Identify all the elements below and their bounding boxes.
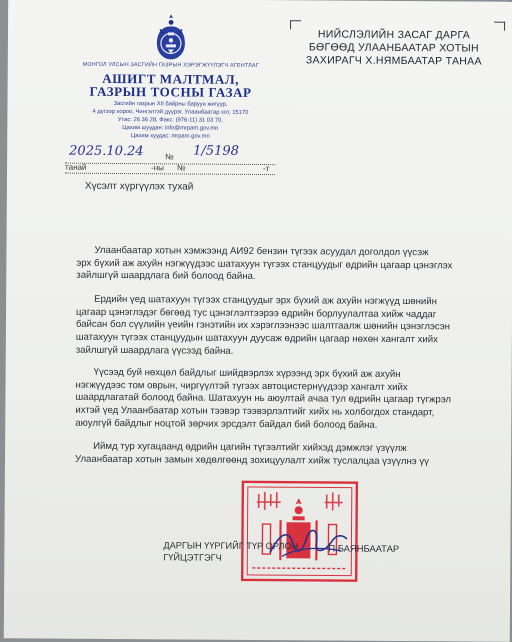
recipient-bracket-right	[494, 22, 505, 31]
paragraph-line: Иймд тур хугацаанд өдрийн цагийн түгээлтийг хийхэд дэмжлэг үзүүлж	[93, 440, 407, 455]
handwritten-number: 1/5198	[193, 143, 239, 159]
recipient-line: НИЙСЛЭЛИЙН ЗАСАГ ДАРГА	[317, 28, 471, 42]
paragraph-line: Улаанбаатар хотын замын хөдөлгөөнд зохицуулалт хийж туслалцаа үзүүлнэ үү	[74, 453, 430, 467]
body-paragraph-3	[75, 367, 451, 433]
signatory-title-line1: ДАРГЫН ҮҮРГИЙГ ТҮР ОРЛОН	[163, 540, 299, 552]
paragraph-line: Улаанбаатар хотын хэмжээнд АИ92 бензин түгээх асуудал доголдол үүсэж	[94, 244, 429, 259]
incoming-reference-line	[65, 162, 275, 177]
paragraph-line: нэгжүүдээс том оврын, чиргүүлтэй түгээх автоцистернүүдээр хангалт хийх	[75, 379, 408, 393]
body-paragraph-1	[76, 245, 452, 286]
organization-name	[68, 72, 274, 99]
organization-address	[67, 100, 273, 141]
paragraph-line: зайлшгүй шаардлага үүсээд байна.	[75, 344, 234, 357]
recipient-line: БӨГӨӨД УЛААНБААТАР ХОТЫН	[308, 41, 479, 55]
recipient-line: ЗАХИРАГЧ Х.НЯМБААТАР ТАНАА	[305, 54, 482, 68]
paragraph-line: цагаар цэнэглэдэг бөгөөд тус цэнэглэлтээрээ өдрийн борлуулалтаа хийж чаддаг	[76, 306, 437, 320]
paragraph-line: эрх бүхий аж ахуйн нэгжүүдээс шатахуун түгээх станцуудыг өдрийн цагаар цэнэглэх	[76, 257, 453, 272]
paragraph-line: Ердийн үед шатахуун түгээх станцуудыг эрх бүхий аж ахуйн нэгжүүд шөнийн	[94, 293, 437, 308]
organization-name-line2: ГАЗРЫН ТОСНЫ ГАЗАР	[89, 83, 252, 100]
handwritten-date: 2025.10.24	[69, 143, 144, 160]
paragraph-line: Үүсээд буй нөхцөл байдлыг шийдвэрлэх хүрээнд эрх бүхий аж ахуйн	[93, 366, 401, 380]
handwritten-signature	[262, 512, 352, 573]
incoming-number-sign: №	[177, 163, 186, 173]
body-paragraph-2	[76, 294, 452, 360]
recipient-block	[294, 28, 494, 68]
letter-page	[4, 0, 512, 642]
tanai-label: танай	[65, 162, 87, 172]
paragraph-line: шаардлагатай болоод байна. Шатахуун нь аюултай ачаа тул өдрийн цагаар түгжрэл	[75, 392, 452, 406]
paragraph-line: ихтэй үед Улаанбаатар хотын тээвэр тээвэрлэлтийг хийх нь холбогдох стандарт,	[75, 404, 435, 419]
state-emblem-icon	[154, 13, 188, 61]
paragraph-line: зайлшгүй шаардлага бий болоод байна.	[76, 270, 256, 283]
ny-label: -ны	[151, 163, 164, 173]
body-paragraph-4	[75, 441, 451, 469]
paragraph-line: шатахуун түгээх станцуудын шатахуун дуусаж өдрийн цагаар нөхөн хангалт хийх	[75, 331, 438, 346]
number-sign: №	[165, 152, 174, 162]
letter-subject: Хүсэлт хүргүүлэх тухай	[84, 180, 194, 193]
organization-name-line1: АШИГТ МАЛТМАЛ,	[102, 70, 240, 87]
t-label: -т	[263, 164, 270, 174]
paragraph-line: байсан бол сүүлийн үеийн гэнэтийн их хэрэглээнээс шалтгаалж шөнийн цэнэглэсэн	[75, 319, 450, 333]
address-line: Цахим хуудас: mrpam.gov.mn	[130, 133, 210, 140]
signatory-title-line2: ГҮЙЦЭТГЭГЧ	[163, 552, 222, 563]
signatory-name: П.БАЯНБААТАР	[328, 542, 400, 554]
agency-line: МОНГОЛ УЛСЫН ЗАСГИЙН ГАЗРЫН ХЭРЭГЖҮҮЛЭГЧ АГЕНТЛАГ	[82, 61, 259, 69]
address-line: 4 дүгээр хороо, Чингэлтэй дүүрэг, Улаанбаатар хот, 15170	[92, 108, 249, 116]
address-line: Засгийн газрын XII байрны баруун жигүүр,	[113, 100, 228, 108]
address-line: Утас: 26 36 28, Факс: (976-11) 31 03 70,	[117, 117, 223, 124]
address-line: Цахим шуудан: info@mrpam.gov.mn	[122, 125, 219, 132]
paragraph-line: аюулгүй байдлыг ноцтой зөрчих эрсдэлт байдал бий болоод байна.	[75, 417, 378, 431]
